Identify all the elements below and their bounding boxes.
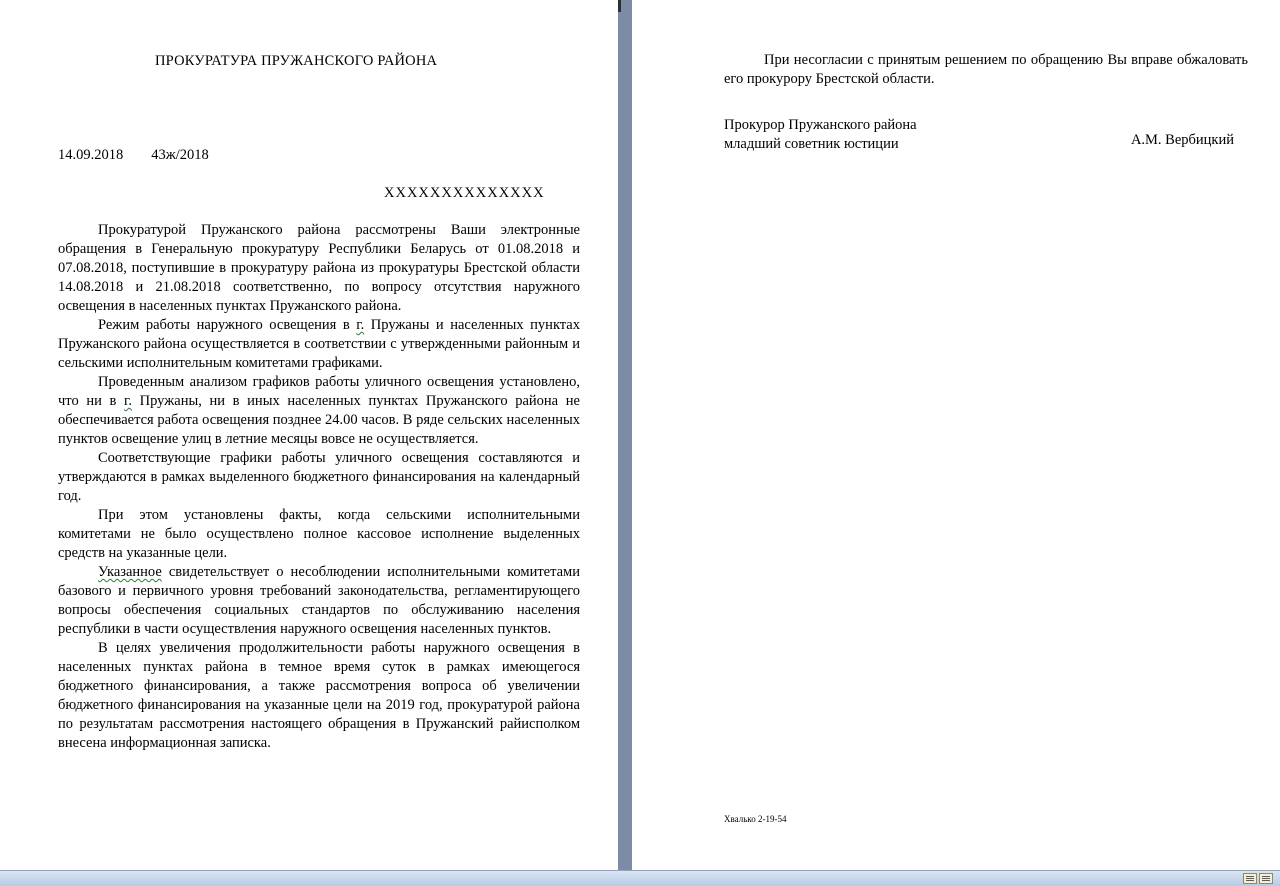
paragraph-4: Соответствующие графики работы уличного освещения составляются и утверждаются в рамках выделенного бюджетного финансирования на календарный год. <box>58 450 580 504</box>
signatory-title-line2: младший советник юстиции <box>724 136 899 152</box>
paragraph-3-pre: Проведенным анализом графиков работы уличного освещения установлено, что ни в <box>58 374 580 409</box>
paragraph-7: В целях увеличения продолжительности работы наружного освещения в населенных пунктах района в темное время суток в рамках имеющегося бюджетного финансирования, а также рассмотрения вопроса об увеличении бюджетного финансирования на указанные цели на 2019 год, прокуратурой района по результатам рассмотрения настоящего обращения в Пружанский райисполком внесена информационная записка. <box>58 640 580 751</box>
document-number: 43ж/2018 <box>151 147 209 163</box>
header-title: ПРОКУРАТУРА ПРУЖАНСКОГО РАЙОНА <box>155 53 438 69</box>
document-date: 14.09.2018 <box>58 147 124 163</box>
executor-contact: Хвалько 2-19-54 <box>724 814 787 824</box>
signatory-title-line1: Прокурор Пружанского района <box>724 117 917 133</box>
spellcheck-mark: Указанное <box>98 564 162 580</box>
paragraph-2-post: Пружаны и населенных пунктах Пружанского района осуществляется в соответствии с утвержденными районным и сельскими исполнительным комитетами графиками. <box>58 317 580 371</box>
page-gutter <box>618 0 632 870</box>
appeal-paragraph: При несогласии с принятым решением по обращению Вы вправе обжаловать его прокурору Брестской области. <box>724 52 1248 87</box>
document-page-left[interactable] <box>0 0 618 870</box>
spellcheck-mark: г. <box>124 393 132 409</box>
gutter-mark <box>618 0 621 12</box>
full-screen-view-icon[interactable] <box>1259 873 1273 884</box>
date-and-number <box>58 146 209 165</box>
paragraph-6-post: свидетельствует о несоблюдении исполнительными комитетами базового и первичного уровня требований законодательства, регламентирующего вопросы обеспечения социальных стандартов по обслуживанию населения республики в части осуществления наружного освещения населенных пунктов. <box>58 564 580 637</box>
status-bar <box>0 870 1280 886</box>
paragraph-3 <box>58 373 580 449</box>
body-text[interactable] <box>58 221 580 753</box>
paragraph-2 <box>58 316 580 373</box>
paragraph-2-pre: Режим работы наружного освещения в <box>98 317 357 333</box>
paragraph-1: Прокуратурой Пружанского района рассмотрены Ваши электронные обращения в Генеральную прокуратуру Республики Беларусь от 01.08.2018 и 07.08.2018, поступившие в прокуратуру района из прокуратуры Брестской области 14.08.2018 и 21.08.2018 соответственно, по вопросу отсутствия наружного освещения в населенных пунктах Пружанского района. <box>58 222 580 314</box>
spellcheck-mark: г. <box>356 317 365 333</box>
paragraph-6 <box>58 563 580 639</box>
paragraph-3-post: Пружаны, ни в иных населенных пунктах Пружанского района не обеспечивается работа освещения позднее 24.00 часов. В ряде сельских населенных пунктов освещение улиц в летние месяцы вовсе не осуществляется. <box>58 393 580 447</box>
signatory-name: А.М. Вербицкий <box>1130 132 1234 148</box>
print-layout-view-icon[interactable] <box>1243 873 1257 884</box>
paragraph-5: При этом установлены факты, когда сельскими исполнительными комитетами не было осуществлено полное кассовое исполнение выделенных средств на указанные цели. <box>58 507 580 561</box>
signature-block <box>724 116 1234 154</box>
addressee: ХХХХХХХХХХХХХХ <box>384 185 545 201</box>
document-page-right[interactable] <box>632 0 1280 870</box>
